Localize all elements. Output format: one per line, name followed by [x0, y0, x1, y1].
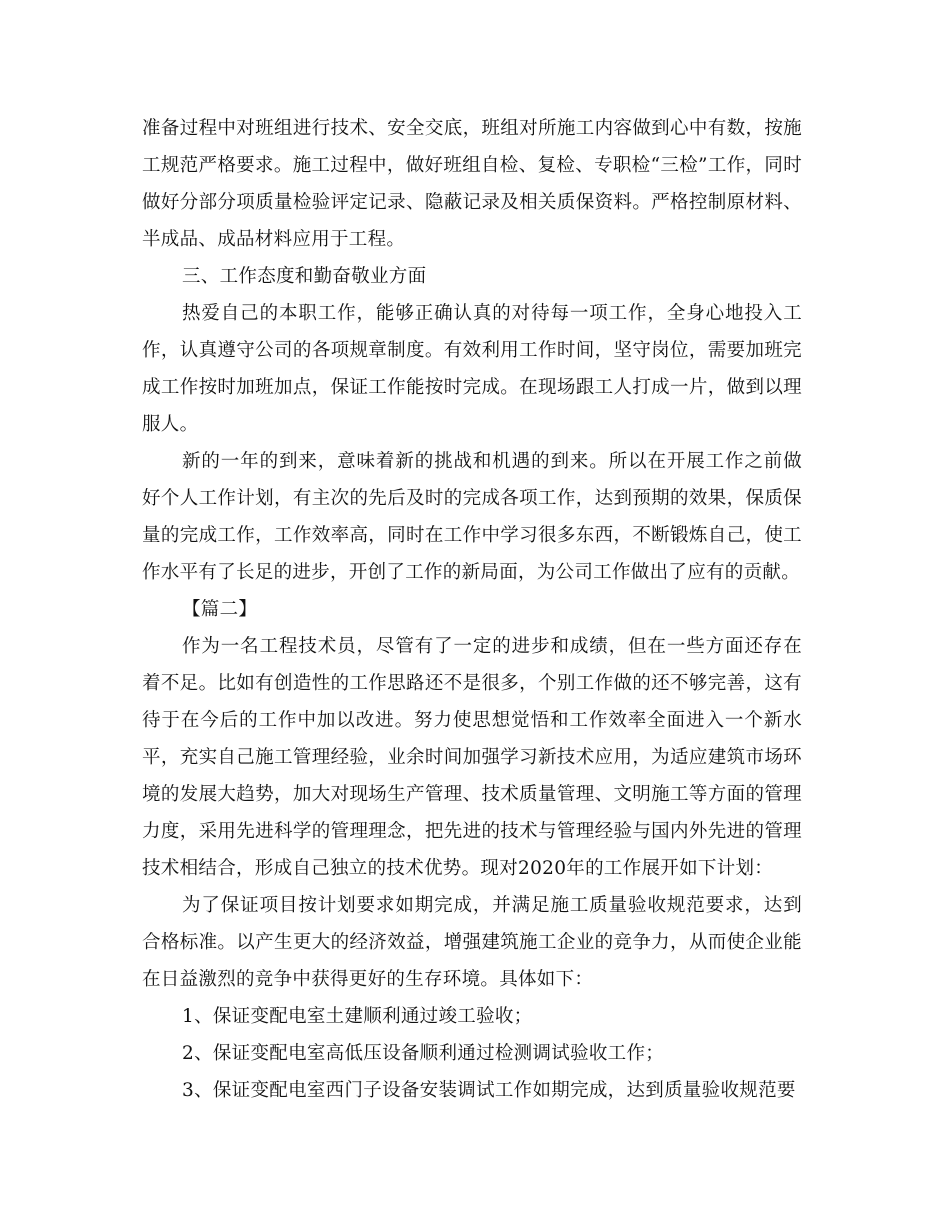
paragraph-project-goals: 为了保证项目按计划要求如期完成，并满足施工质量验收规范要求，达到合格标准。以产生更大的经济效益，增强建筑施工企业的竞争力，从而使企业能在日益激烈的竞争中获得更好的生存环境。具体如下：: [142, 895, 802, 990]
paragraph-new-year: 新的一年的到来，意味着新的挑战和机遇的到来。所以在开展工作之前做好个人工作计划，有主次的先后及时的完成各项工作，达到预期的效果，保质保量的完成工作，工作效率高，同时在工作中学习很多东西，不断锻炼自己，使工作水平有了长足的进步，开创了工作的新局面，为公司工作做出了应有的贡献。: [142, 451, 802, 583]
section-heading-work-attitude: 三、工作态度和勤奋敬业方面: [182, 266, 427, 287]
paragraph-technician: 作为一名工程技术员，尽管有了一定的进步和成绩，但在一些方面还存在着不足。比如有创造性的工作思路还不是很多，个别工作做的还不够完善，这有待于在今后的工作中加以改进。努力使思想觉悟和工作效率全面进入一个新水平，充实自己施工管理经验，业余时间加强学习新技术应用，为适应建筑市场环境的发展大趋势，加大对现场生产管理、技术质量管理、文明施工等方面的管理力度，采用先进科学的管理理念，把先进的技术与管理经验与国内外先进的管理技术相结合，形成自己独立的技术优势。现对2020年的工作展开如下计划：: [142, 636, 802, 879]
paragraph-work-attitude: 热爱自己的本职工作，能够正确认真的对待每一项工作，全身心地投入工作，认真遵守公司的各项规章制度。有效利用工作时间，坚守岗位，需要加班完成工作按时加班加点，保证工作能按时完成。在现场跟工人打成一片，做到以理服人。: [142, 303, 802, 435]
list-item-2: 2、保证变配电室高低压设备顺利通过检测调试验收工作；: [182, 1043, 665, 1064]
list-item-1: 1、保证变配电室土建顺利通过竣工验收；: [182, 1006, 533, 1027]
document-body: [142, 110, 802, 1109]
section-heading-part-two: 【篇二】: [182, 599, 258, 620]
list-item-3: 3、保证变配电室西门子设备安装调试工作如期完成，达到质量验收规范要: [182, 1080, 796, 1101]
paragraph-continuation: 准备过程中对班组进行技术、安全交底，班组对所施工内容做到心中有数，按施工规范严格要求。施工过程中，做好班组自检、复检、专职检“三检”工作，同时做好分部分项质量检验评定记录、隐蔽记录及相关质保资料。严格控制原材料、半成品、成品材料应用于工程。: [142, 118, 802, 250]
